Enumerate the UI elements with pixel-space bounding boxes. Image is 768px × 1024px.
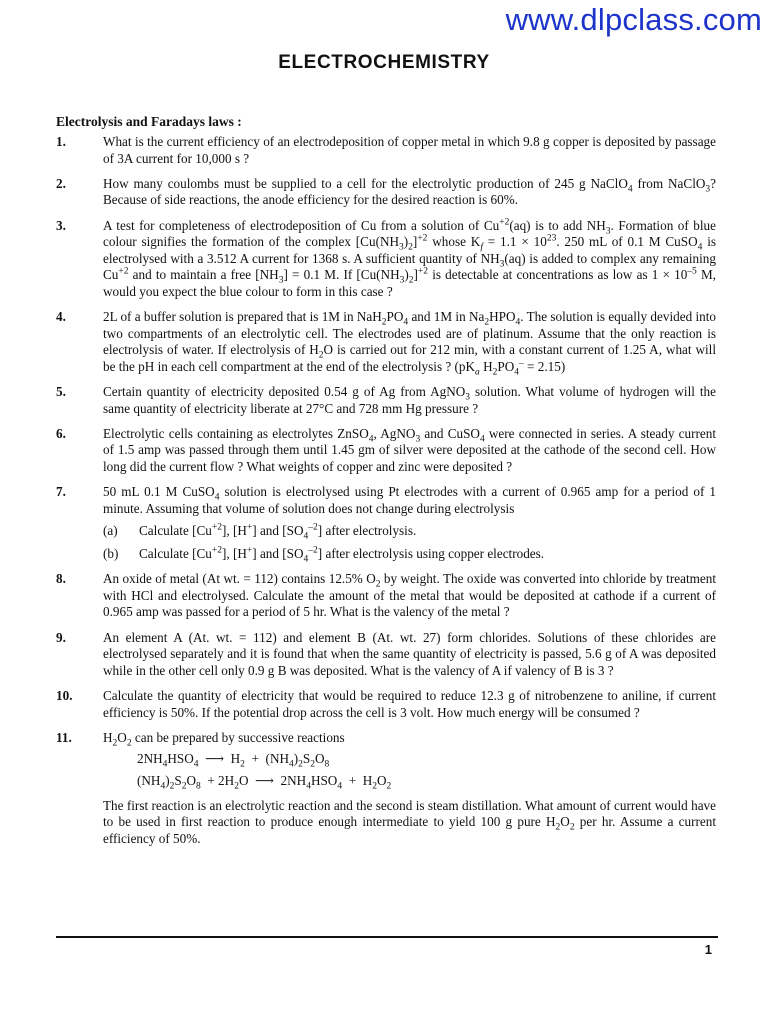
question-text: $H_2O_2$ can be prepared by successive reactions: [103, 729, 345, 749]
question-item: [56, 384, 716, 417]
reaction-equation: $2NH_4HSO_4$ ⟶ $H_2 + (NH_4)_2S_2O_8$: [137, 751, 330, 770]
question-item: [56, 484, 716, 565]
question-text: How many coulombs must be supplied to a cell for the electrolytic production of 245 g NaClO$_4$ from NaClO$_3$? Because of side reactions, the anode efficiency for the desired reaction is 60%.: [103, 175, 716, 208]
question-item: [56, 571, 716, 621]
question-number: 7.: [56, 484, 66, 500]
reaction-equation: $(NH_4)_2S_2O_8 + 2H_2O$ ⟶ $2NH_4HSO_4 + H_2O_2$: [137, 772, 392, 792]
website-url: www.dlpclass.com: [505, 2, 762, 37]
sub-question-label: (a): [103, 523, 118, 539]
question-text: Certain quantity of electricity deposited 0.54 g of Ag from AgNO$_3$ solution. What volume of hydrogen will the same quantity of electricity liberate at 27°C and 728 mm Hg pressure ?: [103, 384, 716, 416]
question-text: Calculate the quantity of electricity that would be required to reduce 12.3 g of nitrobenzene to aniline, if current efficiency is 50%. If the potential drop across the cell is 3 volt. How much energy will be consumed ?: [103, 687, 716, 720]
section-heading: Electrolysis and Faradays laws :: [56, 114, 242, 129]
question-text: 2L of a buffer solution is prepared that is 1M in $NaH_2PO_4$ and 1M in $Na_2HPO_4$. The solution is equally devided into two compartments of an electrolytic cell. The electrodes used are of platinum. Assume that the only reaction is electrolysis of water. If electrolysis of $H_2O$ is carried out for 212 min, with a constant current of 1.25 A, what will be the pH in each cell compartment at the end of the electrolysis ? ($pK_a$ $H_2PO_4^- = 2.15$): [103, 309, 716, 378]
footer-rule: [56, 936, 718, 938]
question-item: [56, 309, 716, 378]
question-item: [56, 176, 716, 209]
page-title: ELECTROCHEMISTRY: [278, 52, 490, 73]
question-item: [56, 630, 716, 680]
question-text: What is the current efficiency of an electrodeposition of copper metal in which 9.8 g copper is deposited by passage of 3A current for 10,000 s ?: [103, 134, 716, 166]
question-item: [56, 730, 716, 848]
question-number: 3.: [56, 217, 66, 233]
question-number: 6.: [56, 425, 66, 441]
question-number: 2.: [56, 175, 66, 191]
sub-question-text: Calculate $[Cu^{+2}]$, [H+] and $[SO_4^{-2}]$ after electrolysis using copper electrodes.: [139, 545, 545, 565]
sub-question: [103, 523, 716, 543]
question-item: [56, 134, 716, 167]
question-item: [56, 426, 716, 476]
question-number: 8.: [56, 571, 66, 587]
question-number: 10.: [56, 687, 73, 703]
question-number: 1.: [56, 134, 66, 149]
question-number: 5.: [56, 384, 66, 400]
question-text: A test for completeness of electrodeposition of Cu from a solution of $Cu^{+2}(aq)$ is to add $NH_3$. Formation of blue colour signifies the formation of the complex $[Cu(NH_3)_2]^{+2}$ whose $K_f = 1.1 \times 10^{23}$. 250 mL of 0.1 M CuSO$_4$ is electrolysed with a 3.512 A current for 1368 s. A sufficient quantity of $NH_3(aq)$ is added to complex any remaining $Cu^{+2}$ and to maintain a free $[NH_3] = 0.1$ M. If $[Cu(NH_3)_2]^{+2}$ is detectable at concentrations as low as $1 \times 10^{-5}$ M, would you expect the blue colour to form in this case ?: [103, 217, 717, 299]
question-item: [56, 218, 716, 301]
sub-question-text: Calculate $[Cu^{+2}]$, [H+] and $[SO_4^{-2}]$ after electrolysis.: [139, 523, 417, 543]
question-number: 9.: [56, 629, 66, 645]
question-text: An oxide of metal (At wt. = 112) contains 12.5% $O_2$ by weight. The oxide was converted into chloride by treatment with HCl and electrolysed. Calculate the amount of the metal that would be deposited at cathode if a current of 0.965 amp was passed for a period of 5 hr. What is the valency of the metal ?: [103, 571, 716, 620]
question-list: [56, 134, 716, 856]
question-continuation: The first reaction is an electrolytic reaction and the second is steam distillation. What amount of current would have to be used in first reaction to produce enough intermediate to yield 100 g pure $H_2O_2$ per hr. Assume a current efficiency of 50%.: [103, 797, 716, 846]
question-text: Electrolytic cells containing as electrolytes ZnSO$_4$, AgNO$_3$ and CuSO$_4$ were connected in series. A steady current of 1.5 amp was passed through them until 1.45 gm of silver were deposited at the cathode of the second cell. How long did the current flow ? What weights of copper and zinc were deposited ?: [103, 425, 716, 475]
question-number: 11.: [56, 729, 72, 745]
sub-question: [103, 546, 716, 563]
question-text: An element A (At. wt. = 112) and element B (At. wt. 27) form chlorides. Solutions of these chlorides are electrolysed separately and it is found that when the same quantity of electricity is passed, 5.6 g of A was deposited while in the other cell only 0.9 g B was deposited. What is the valency of A if valency of B is 3 ?: [103, 629, 716, 678]
page-number: 1: [704, 942, 712, 957]
question-number: 4.: [56, 309, 66, 325]
question-item: [56, 688, 716, 721]
question-text: 50 mL 0.1 M CuSO$_4$ solution is electrolysed using Pt electrodes with a current of 0.965 amp for a period of 1 minute. Assuming that volume of solution does not change during electrolysis: [103, 484, 716, 516]
sub-question-label: (b): [103, 546, 119, 562]
